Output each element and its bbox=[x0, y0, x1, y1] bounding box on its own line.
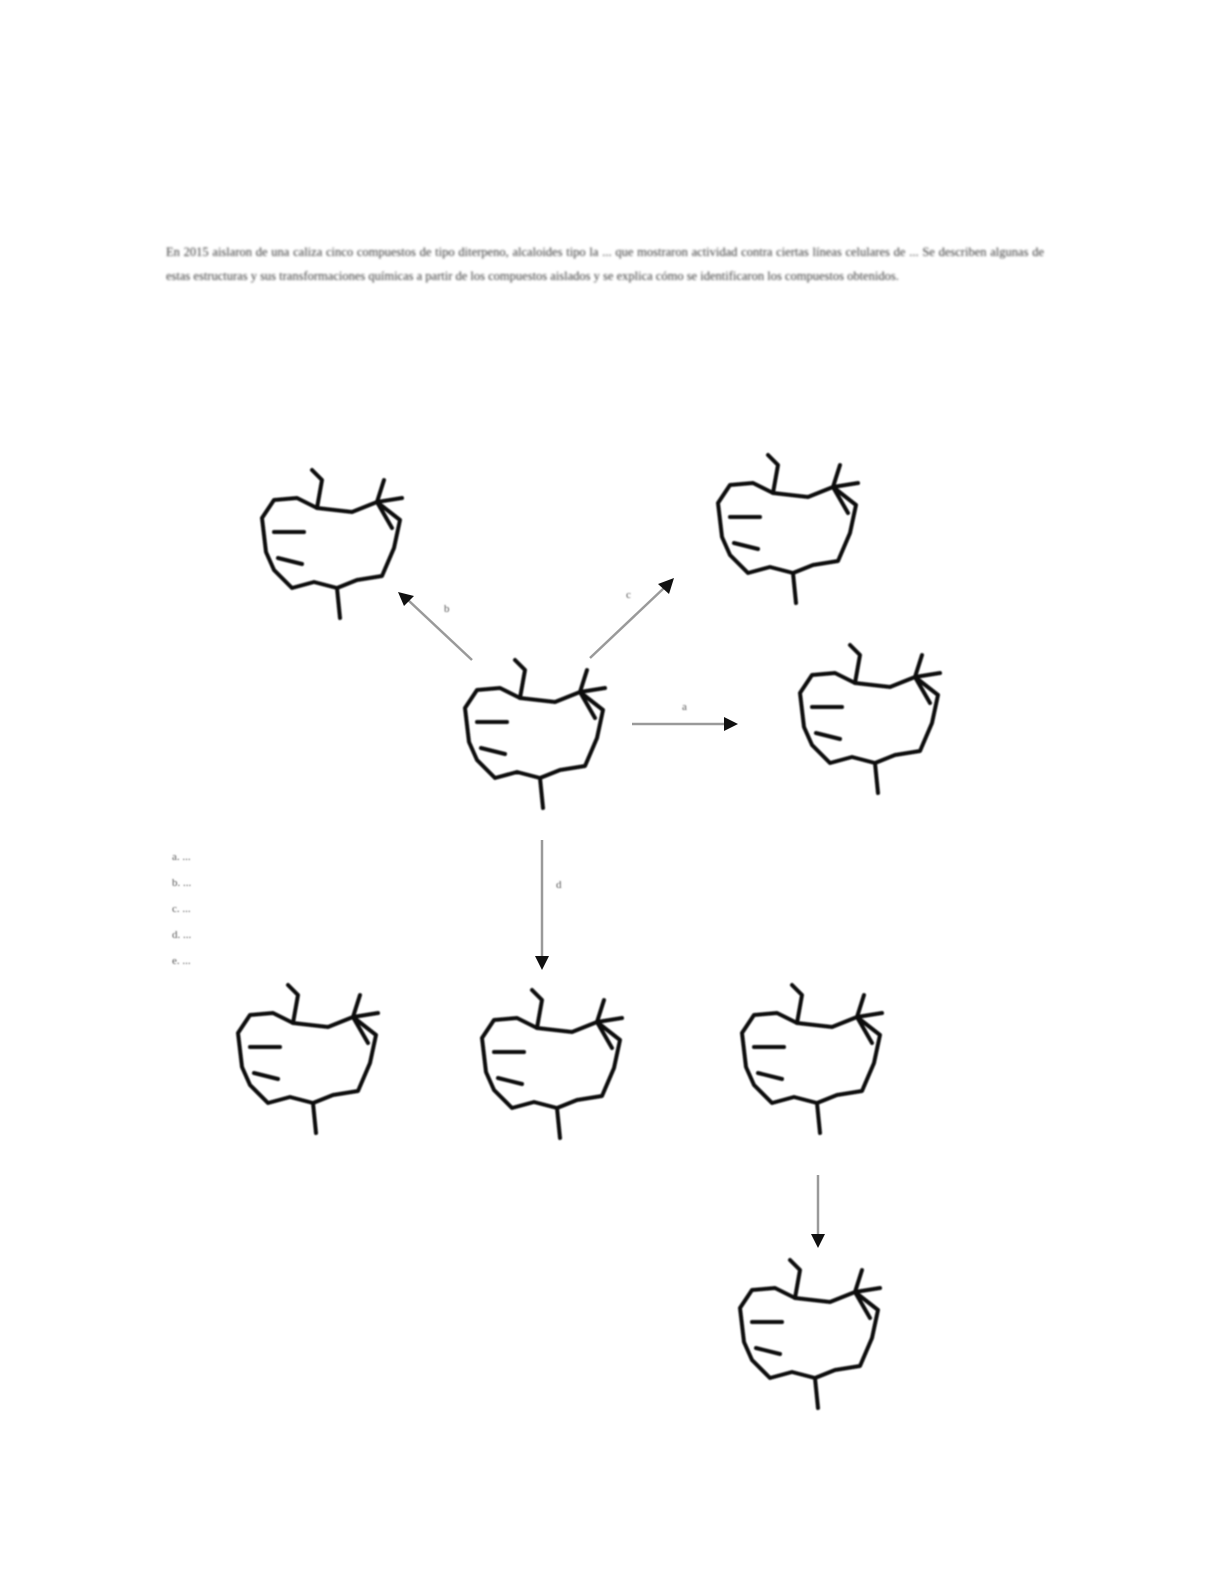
arrow-to-middle-right bbox=[632, 717, 738, 731]
step-label-b: b bbox=[444, 603, 450, 615]
molecule-middle-right bbox=[800, 645, 940, 793]
legend-line-1: a. ... bbox=[172, 851, 191, 863]
legend-line-2: b. ... bbox=[172, 877, 192, 889]
molecule-bottom-left bbox=[238, 985, 378, 1133]
legend-line-4: d. ... bbox=[172, 929, 192, 941]
molecule-lowest bbox=[740, 1260, 880, 1408]
arrow-to-top-left bbox=[398, 592, 472, 660]
molecule-top-right bbox=[718, 455, 858, 603]
intro-paragraph: En 2015 aislaron de una caliza cinco compuestos de tipo diterpeno, alcaloides tipo la ... que mostraron actividad contra ciertas líneas celulares de ... Se describen algunas de estas estructuras y sus transformaciones químicas a partir de los compuestos aislados y se explica cómo se identificaron los compuestos obtenidos. bbox=[166, 245, 1044, 283]
arrow-down-central bbox=[535, 840, 549, 970]
molecule-bottom-center bbox=[482, 990, 622, 1138]
molecule-top-left bbox=[262, 470, 402, 618]
molecule-bottom-right bbox=[742, 985, 882, 1133]
arrow-to-top-right bbox=[590, 578, 674, 658]
molecule-central bbox=[465, 660, 605, 808]
arrow-down-right bbox=[811, 1175, 825, 1248]
step-label-a: a bbox=[682, 701, 687, 713]
step-label-c: c bbox=[626, 589, 631, 601]
step-label-d: d bbox=[556, 879, 562, 891]
legend-line-5: e. ... bbox=[172, 955, 191, 967]
legend-line-3: c. ... bbox=[172, 903, 191, 915]
